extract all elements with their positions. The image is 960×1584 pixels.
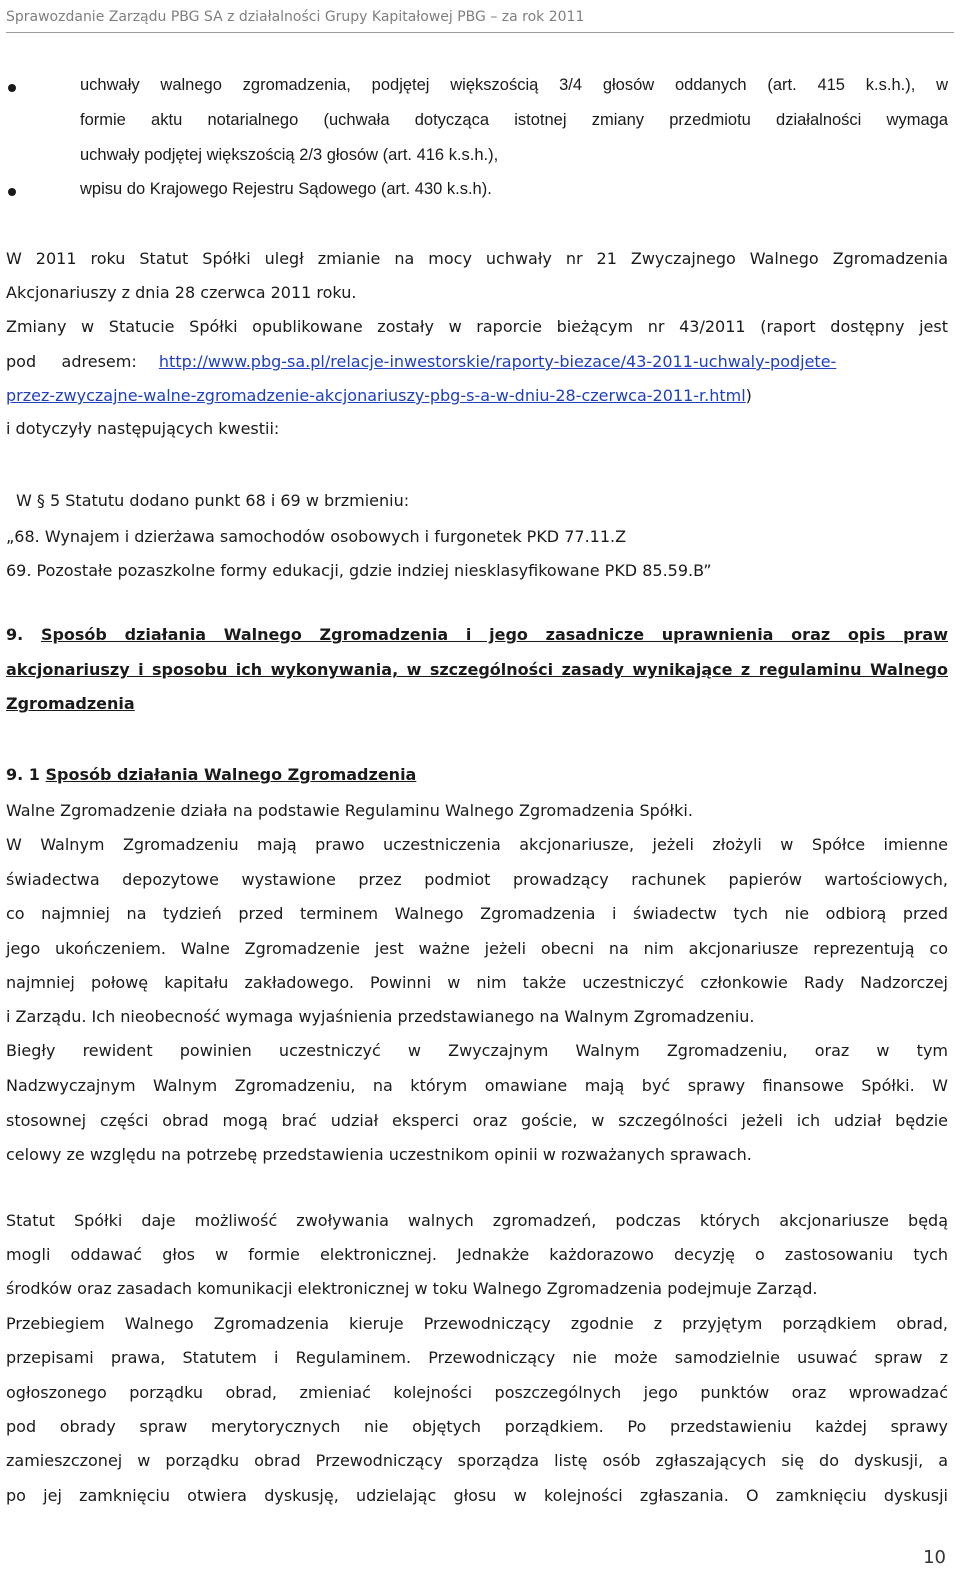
bullet-icon xyxy=(8,188,16,196)
paragraph-line: Zmiany w Statucie Spółki opublikowane zostały w raporcie bieżącym nr 43/2011 (raport dostępny jest xyxy=(6,317,948,336)
section-9-heading xyxy=(6,620,948,730)
paragraph-line: Przebiegiem Walnego Zgromadzenia kieruje Przewodniczący zgodnie z przyjętym porządkiem obrad, xyxy=(6,1314,948,1333)
paragraph-line: przepisami prawa, Statutem i Regulaminem. Przewodniczący nie może samodzielnie usuwać spraw z xyxy=(6,1348,948,1367)
bullet-1-line-1: uchwały walnego zgromadzenia, podjętej większością 3/4 głosów oddanych (art. 415 k.s.h.), w xyxy=(80,76,948,94)
statute-change-paragraph xyxy=(6,244,948,314)
section-9-1-heading-line xyxy=(6,760,948,790)
paragraph-line: celowy ze względu na potrzebę przedstawienia uczestnikom opinii w rozważanych sprawach. xyxy=(6,1145,752,1164)
address-label: pod adresem: xyxy=(6,352,137,371)
paragraph-line: najmniej połowę kapitału zakładowego. Powinni w nim także uczestniczyć członkowie Rady Nadzorczej xyxy=(6,973,948,992)
header-title: Sprawozdanie Zarządu PBG SA z działalności Grupy Kapitałowej PBG – za rok 2011 xyxy=(6,9,585,25)
report-link-part-1[interactable]: http://www.pbg-sa.pl/relacje-inwestorskie/raporty-biezace/43-2011-uchwaly-podjete- xyxy=(158,352,837,371)
paragraph-line: i Zarządu. Ich nieobecność wymaga wyjaśnienia przedstawianego na Walnym Zgromadzeniu. xyxy=(6,1007,755,1026)
paragraph-line: ogłoszonego porządku obrad, zmieniać kolejności poszczególnych jego punktów oraz wprowadzać xyxy=(6,1383,948,1402)
paragraph-line: środków oraz zasadach komunikacji elektronicznej w toku Walnego Zgromadzenia podejmuje Zarząd. xyxy=(6,1279,818,1298)
paragraph-line: pod obrady spraw merytorycznych nie objętych porządkiem. Po przedstawieniu każdej sprawy xyxy=(6,1417,948,1436)
section-title: Sposób działania Walnego Zgromadzenia xyxy=(45,765,417,784)
section-9-heading-line-1 xyxy=(6,620,948,650)
general-meeting-paragraph xyxy=(6,796,948,1176)
bullet-list xyxy=(6,70,948,220)
paragraph-line: po jej zamknięciu otwiera dyskusję, udzielając głosu w kolejności zgłaszania. O zamknięciu dyskusji xyxy=(6,1486,948,1505)
paragraph-line: W 2011 roku Statut Spółki uległ zmianie na mocy uchwały nr 21 Zwyczajnego Walnego Zgromadzenia xyxy=(6,249,948,268)
paragraph-line: jego ukończeniem. Walne Zgromadzenie jest ważne jeżeli obecni na nim akcjonariusze reprezentują co xyxy=(6,939,948,958)
paragraph-line xyxy=(6,381,948,411)
paragraph-line: Statut Spółki daje możliwość zwoływania walnych zgromadzeń, podczas których akcjonariusze będą xyxy=(6,1211,948,1230)
section-9-heading-line-2: akcjonariuszy i sposobu ich wykonywania, w szczególności zasady wynikające z regulaminu Walnego xyxy=(6,660,948,679)
paragraph-line: co najmniej na tydzień przed terminem Walnego Zgromadzenia i świadectw tych nie odbiorą przed xyxy=(6,904,948,923)
bullet-1-line-2: formie aktu notarialnego (uchwała dotycząca istotnej zmiany przedmiotu działalności wymaga xyxy=(80,111,948,129)
paragraph-line: Walne Zgromadzenie działa na podstawie Regulaminu Walnego Zgromadzenia Spółki. xyxy=(6,801,693,820)
paragraph-line: i dotyczyły następujących kwestii: xyxy=(6,419,280,438)
bullet-2-line-1: wpisu do Krajowego Rejestru Sądowego (art. 430 k.s.h). xyxy=(80,180,492,198)
paragraph-line: Biegły rewident powinien uczestniczyć w Zwyczajnym Walnym Zgromadzeniu, oraz w tym xyxy=(6,1041,948,1060)
bullet-1-line-3: uchwały podjętej większością 2/3 głosów (art. 416 k.s.h.), xyxy=(80,146,499,164)
amendment-item-69: 69. Pozostałe pozaszkolne formy edukacji, gdzie indziej niesklasyfikowane PKD 85.59.B” xyxy=(6,561,712,580)
amendment-intro: W § 5 Statutu dodano punkt 68 i 69 w brzmieniu: xyxy=(16,491,410,510)
running-header xyxy=(6,6,954,33)
electronic-voting-paragraph xyxy=(6,1206,948,1516)
section-number: 9. 1 xyxy=(6,765,40,784)
paragraph-line: W Walnym Zgromadzeniu mają prawo uczestniczenia akcjonariusze, jeżeli złożyli w Spółce imienne xyxy=(6,835,948,854)
paragraph-line: zamieszczonej w porządku obrad Przewodniczący sporządza listę osób zgłaszających się do dyskusji, a xyxy=(6,1451,948,1470)
section-9-heading-line-3: Zgromadzenia xyxy=(6,694,135,713)
section-title: Sposób działania Walnego Zgromadzenia i jego zasadnicze uprawnienia oraz opis praw xyxy=(40,625,948,644)
amendment-block xyxy=(6,486,948,586)
statute-publication-paragraph xyxy=(6,312,948,452)
section-number: 9. xyxy=(6,625,24,644)
paragraph-line: mogli oddawać głos w formie elektronicznej. Jednakże każdorazowo decyzję o zastosowaniu tych xyxy=(6,1245,948,1264)
paragraph-line: świadectwa depozytowe wystawione przez podmiot prowadzący rachunek papierów wartościowych, xyxy=(6,870,948,889)
paragraph-line: Nadzwyczajnym Walnym Zgromadzeniu, na którym omawiane mają być sprawy finansowe Spółki. W xyxy=(6,1076,948,1095)
amendment-item-68: „68. Wynajem i dzierżawa samochodów osobowych i furgonetek PKD 77.11.Z xyxy=(6,527,627,546)
link-close: ) xyxy=(745,386,752,405)
paragraph-line: Akcjonariuszy z dnia 28 czerwca 2011 roku. xyxy=(6,283,357,302)
section-9-1-heading xyxy=(6,760,948,790)
paragraph-line xyxy=(6,347,948,377)
bullet-icon xyxy=(8,84,16,92)
page-number: 10 xyxy=(923,1547,946,1568)
report-link-part-2[interactable]: przez-zwyczajne-walne-zgromadzenie-akcjonariuszy-pbg-s-a-w-dniu-28-czerwca-2011-r.html xyxy=(6,386,746,405)
paragraph-line: stosownej części obrad mogą brać udział eksperci oraz goście, w szczególności jeżeli ich udział będzie xyxy=(6,1111,948,1130)
